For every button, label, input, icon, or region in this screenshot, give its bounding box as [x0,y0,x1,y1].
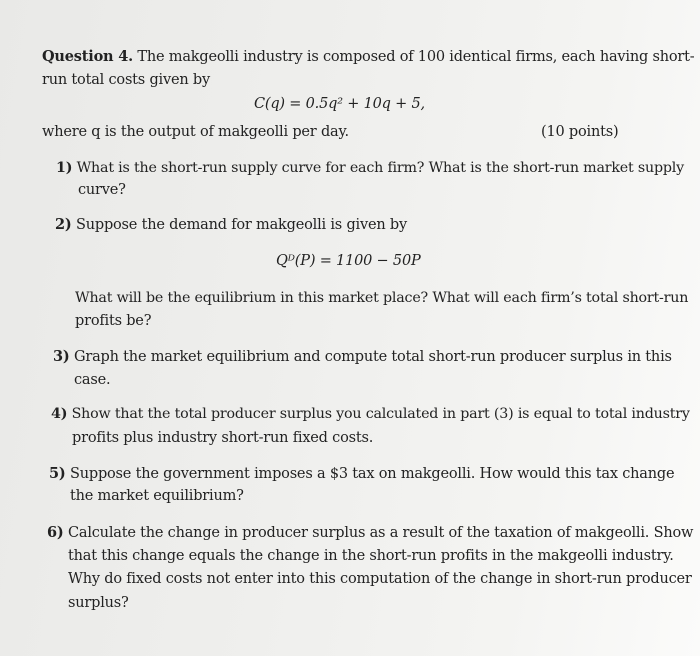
part-text: Show that the total producer surplus you calculated in part (3) is equal to total industry [71,406,690,422]
part-2-line3: profits be? [75,313,152,329]
part-5-line1 [49,465,674,482]
question-intro-line2: run total costs given by [42,72,210,88]
where-line: where q is the output of makgeolli per day. [42,124,349,140]
part-6-line1 [47,524,693,541]
part-text: What is the short-run supply curve for each firm? What is the short-run market supply [76,160,685,176]
part-4-line2: profits plus industry short-run fixed costs. [72,430,374,446]
part-3-line1 [53,348,672,365]
cost-function: C(q) = 0.5q² + 10q + 5, [254,96,425,112]
part-6-line3: Why do fixed costs not enter into this computation of the change in short-run producer [68,571,692,587]
part-1-line2: curve? [78,182,126,198]
part-5-line2: the market equilibrium? [70,488,244,504]
part-6-line4: surplus? [68,595,129,611]
question-intro-line1 [42,48,694,65]
part-text: Calculate the change in producer surplus as a result of the taxation of makgeolli. Show [67,525,694,541]
part-3-line2: case. [74,372,111,388]
points-label: (10 points) [541,124,619,140]
part-number: 3) [53,348,70,365]
question-label: Question 4. [42,48,133,65]
part-6-line2: that this change equals the change in the short-run profits in the makgeolli industry. [68,548,674,564]
part-2-line1 [55,216,407,233]
part-2-line2: What will be the equilibrium in this market place? What will each firm’s total short-run [75,290,689,306]
part-number: 6) [47,524,64,541]
demand-function: Qᴰ(P) = 1100 − 50P [276,253,421,269]
part-1-line1 [56,160,684,176]
part-number: 5) [49,465,66,482]
part-text: Suppose the government imposes a $3 tax on makgeolli. How would this tax change [69,466,675,482]
part-number: 2) [55,216,72,233]
part-text: Suppose the demand for makgeolli is given by [75,217,407,233]
part-number: 4) [51,406,68,422]
part-4-line1 [51,406,690,422]
part-number: 1) [56,160,73,176]
part-text: Graph the market equilibrium and compute total short-run producer surplus in this [73,349,672,365]
question-intro-text: The makgeolli industry is composed of 100 identical firms, each having short- [137,49,695,65]
